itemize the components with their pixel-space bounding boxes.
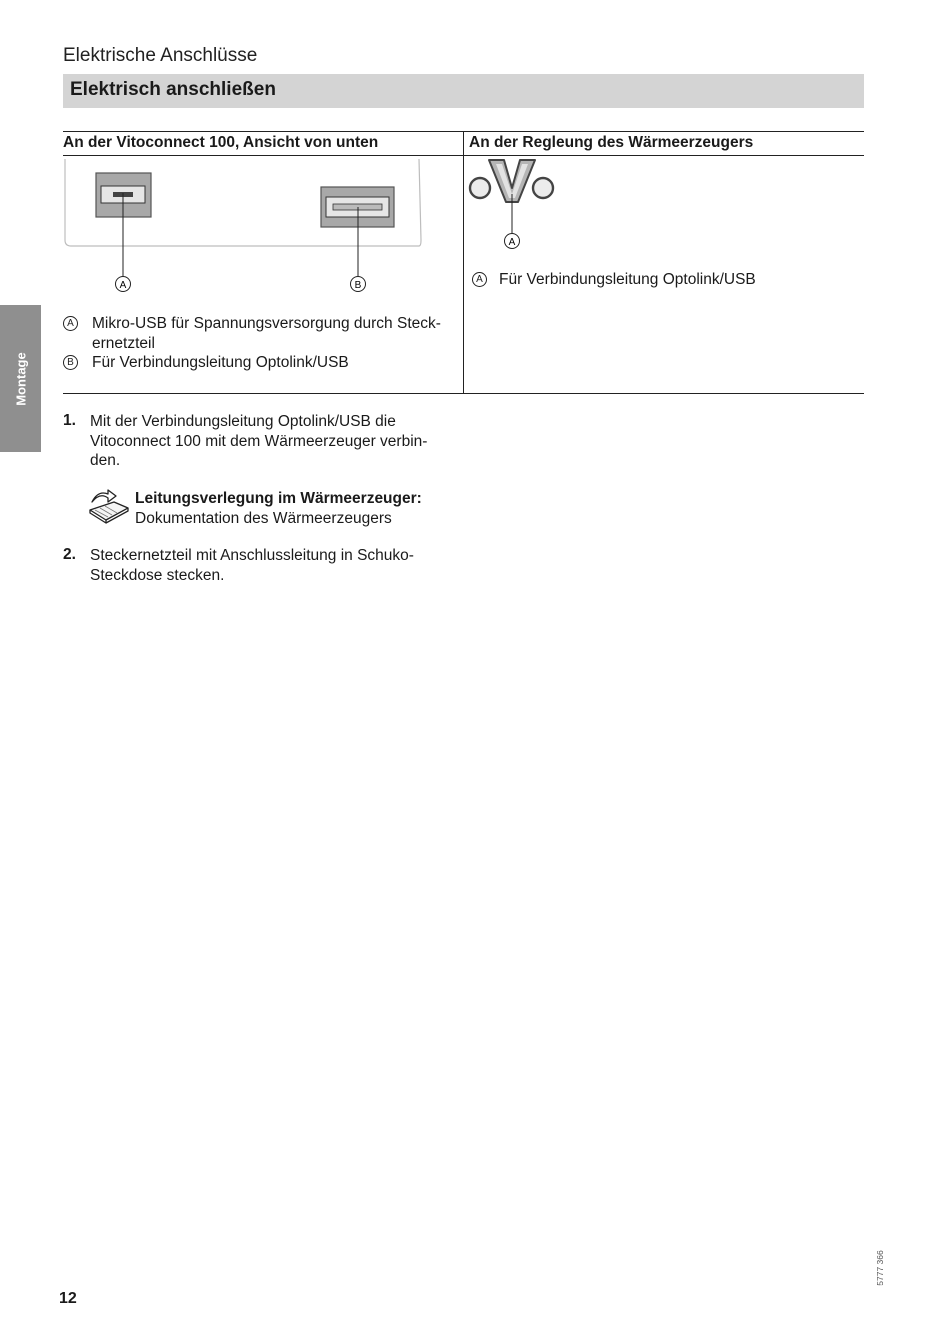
step-text-line: den. bbox=[90, 452, 121, 469]
page-number: 12 bbox=[59, 1290, 77, 1307]
reference-title: Leitungsverlegung im Wärmeerzeuger: bbox=[135, 490, 422, 507]
page-title: Elektrisch anschließen bbox=[70, 79, 276, 100]
right-legend bbox=[470, 270, 889, 290]
page-title-bar bbox=[63, 74, 864, 108]
legend-item bbox=[63, 353, 458, 373]
step-text bbox=[90, 412, 463, 471]
legend-key: A bbox=[63, 316, 78, 331]
step-number: 1. bbox=[63, 412, 76, 429]
callout-a: A bbox=[508, 237, 516, 248]
callout-a: A bbox=[119, 280, 127, 291]
legend-text-line: Für Verbindungsleitung Optolink/USB bbox=[92, 354, 349, 371]
optolink-interface-illustration bbox=[466, 158, 566, 253]
step-text-line: Vitoconnect 100 mit dem Wärmeerzeuger verbin- bbox=[90, 432, 428, 450]
legend-item bbox=[63, 314, 458, 353]
document-number bbox=[871, 1250, 889, 1286]
table-header-left: An der Vitoconnect 100, Ansicht von unten bbox=[63, 134, 379, 151]
optolink-right-circle-icon bbox=[533, 178, 553, 198]
step-text-line: Mit der Verbindungsleitung Optolink/USB die bbox=[90, 413, 396, 430]
step-text-line: Steckernetzteil mit Anschlussleitung in Schuko- bbox=[90, 547, 414, 564]
legend-text-line: ernetzteil bbox=[92, 334, 155, 352]
book-reference-icon bbox=[88, 488, 132, 524]
side-tab bbox=[0, 305, 41, 452]
left-legend bbox=[63, 314, 458, 373]
side-tab-label: Montage bbox=[13, 351, 28, 406]
optolink-left-circle-icon bbox=[470, 178, 490, 198]
step-text bbox=[90, 546, 463, 585]
step-text-line: Steckdose stecken. bbox=[90, 566, 225, 584]
reference-note bbox=[135, 489, 422, 528]
step-1 bbox=[63, 412, 463, 471]
table-header-right: An der Regleung des Wärmeerzeugers bbox=[469, 134, 754, 151]
section-title: Elektrische Anschlüsse bbox=[63, 45, 258, 66]
legend-key: B bbox=[63, 355, 78, 370]
legend-key: A bbox=[472, 272, 487, 287]
vitoconnect-underside-illustration bbox=[63, 158, 425, 298]
legend-text-line: Mikro-USB für Spannungsversorgung durch Steck- bbox=[92, 315, 441, 332]
legend-text-line: Für Verbindungsleitung Optolink/USB bbox=[499, 271, 756, 288]
table-bottom-rule bbox=[63, 393, 864, 394]
reference-text: Dokumentation des Wärmeerzeugers bbox=[135, 509, 392, 527]
table-column-divider bbox=[463, 131, 464, 393]
document-number-text: 5777 366 bbox=[875, 1250, 885, 1286]
callout-b: B bbox=[354, 280, 362, 291]
step-number: 2. bbox=[63, 546, 76, 563]
step-2 bbox=[63, 546, 463, 585]
